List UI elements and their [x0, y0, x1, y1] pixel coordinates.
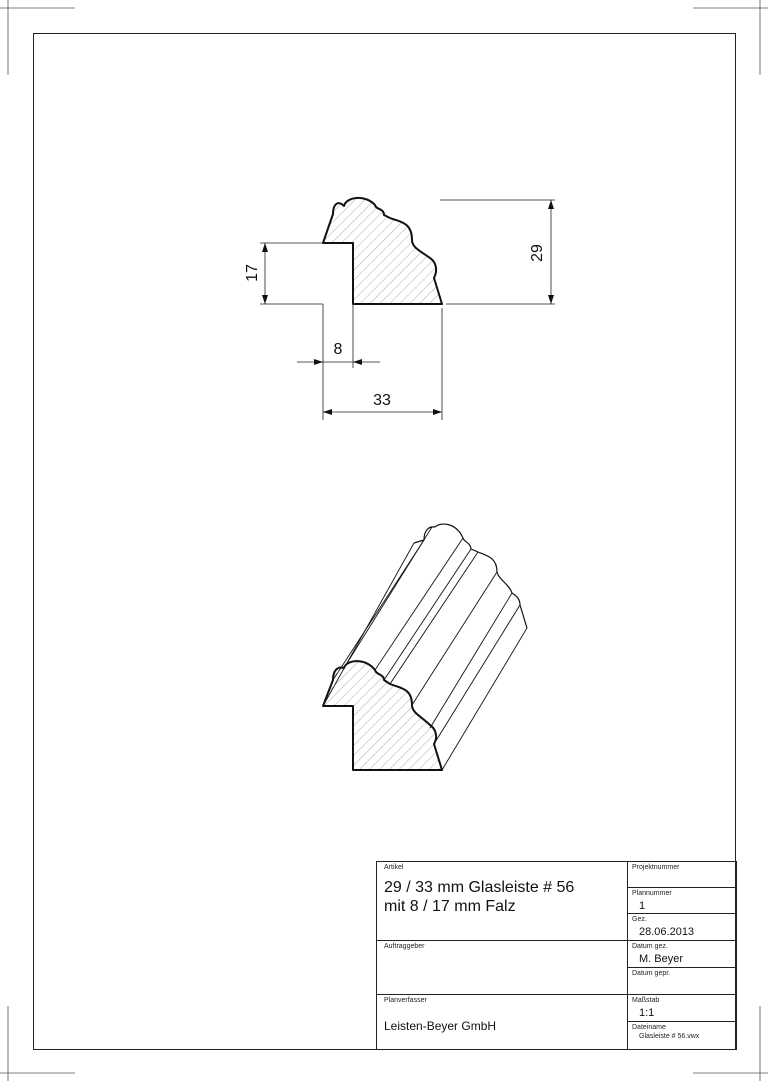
datum-gepr-label: Datum gepr. — [632, 970, 671, 977]
title-block-divider — [377, 994, 627, 995]
dimension-17-label: 17 — [244, 264, 261, 282]
plannummer-label: Plannummer — [632, 890, 672, 897]
dimension-33-label: 33 — [373, 392, 391, 409]
title-block-divider — [627, 994, 736, 995]
artikel-line1: 29 / 33 mm Glasleiste # 56 — [384, 879, 575, 896]
title-block-divider — [627, 940, 736, 941]
datum-gez-value: M. Beyer — [639, 953, 684, 965]
gez-value: 28.06.2013 — [639, 926, 695, 938]
datum-gez-label: Datum gez. — [632, 943, 668, 950]
profile-section — [323, 198, 442, 304]
dimension-29-label: 29 — [529, 244, 546, 262]
dimension-8-label: 8 — [333, 341, 343, 358]
artikel-line2: mit 8 / 17 mm Falz — [384, 898, 516, 915]
massstab-label: Maßstab — [632, 997, 660, 1004]
dateiname-label: Dateiname — [632, 1024, 666, 1031]
projektnummer-label: Projektnummer — [632, 864, 680, 871]
dateiname-value: Glasleiste # 56.vwx — [639, 1033, 700, 1040]
dimension-8 — [297, 359, 380, 365]
planverfasser-value: Leisten-Beyer GmbH — [384, 1019, 497, 1033]
plannummer-value: 1 — [639, 900, 646, 912]
dimension-33 — [323, 409, 442, 415]
title-block-divider — [627, 913, 736, 914]
title-block — [376, 861, 737, 1050]
title-block-divider — [627, 887, 736, 888]
planverfasser-label: Planverfasser — [384, 997, 427, 1004]
massstab-value: 1:1 — [639, 1007, 655, 1019]
title-block-divider — [627, 967, 736, 968]
artikel-label: Artikel — [384, 864, 404, 871]
title-block-divider — [627, 1021, 736, 1022]
title-block-divider — [377, 940, 627, 941]
auftraggeber-label: Auftraggeber — [384, 943, 425, 950]
gez-label: Gez. — [632, 916, 647, 923]
profile-isometric — [323, 524, 527, 770]
